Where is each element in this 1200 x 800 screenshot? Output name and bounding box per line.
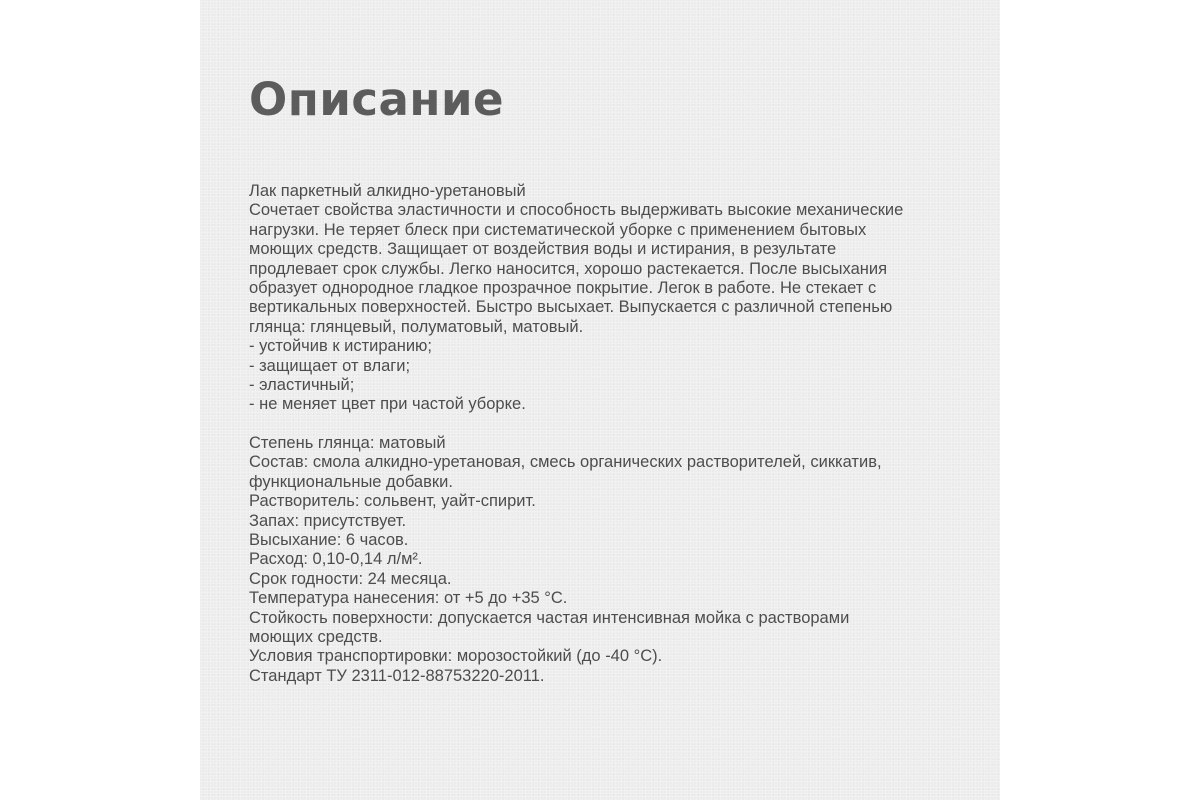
description-line: моющих средств. Защищает от воздействия воды и истирания, в результате — [249, 240, 837, 259]
description-line: Сочетает свойства эластичности и способность выдерживать высокие механические — [249, 201, 904, 220]
spec-line: Высыхание: 6 часов. — [249, 531, 409, 550]
description-line: глянца: глянцевый, полуматовый, матовый. — [249, 317, 584, 336]
spec-line: Условия транспортировки: морозостойкий (до -40 °C). — [249, 647, 663, 666]
description-body — [249, 182, 989, 686]
feature-bullet: - устойчив к истиранию; — [249, 337, 433, 356]
description-line: нагрузки. Не теряет блеск при систематической уборке с применением бытовых — [249, 220, 867, 239]
description-card — [200, 0, 1000, 800]
spec-line: Запах: присутствует. — [249, 511, 407, 530]
spec-line: Состав: смола алкидно-уретановая, смесь органических растворителей, сиккатив, — [249, 453, 882, 472]
spec-line: Стандарт ТУ 2311-012-88753220-2011. — [249, 666, 545, 685]
feature-bullet: - защищает от влаги; — [249, 356, 411, 375]
spec-line: Расход: 0,10-0,14 л/м². — [249, 550, 423, 569]
spec-line: Стойкость поверхности: допускается частая интенсивная мойка с растворами — [249, 608, 850, 627]
spec-line: функциональные добавки. — [249, 472, 453, 491]
feature-bullet: - эластичный; — [249, 375, 355, 394]
spec-line: Растворитель: сольвент, уайт-спирит. — [249, 492, 536, 511]
description-line: образует однородное гладкое прозрачное покрытие. Легок в работе. Не стекает с — [249, 278, 877, 297]
section-spacer — [249, 415, 989, 434]
description-line: продлевает срок службы. Легко наносится, хорошо растекается. После высыхания — [249, 259, 888, 278]
page-title: Описание — [249, 73, 505, 126]
spec-line: моющих средств. — [249, 627, 383, 646]
feature-bullet: - не меняет цвет при частой уборке. — [249, 395, 526, 414]
spec-line: Срок годности: 24 месяца. — [249, 569, 452, 588]
description-line: Лак паркетный алкидно-уретановый — [249, 182, 526, 200]
description-line: вертикальных поверхностей. Быстро высыхает. Выпускается с различной степенью — [249, 298, 893, 317]
spec-line: Степень глянца: матовый — [249, 434, 446, 453]
spec-line: Температура нанесения: от +5 до +35 °C. — [249, 589, 568, 608]
